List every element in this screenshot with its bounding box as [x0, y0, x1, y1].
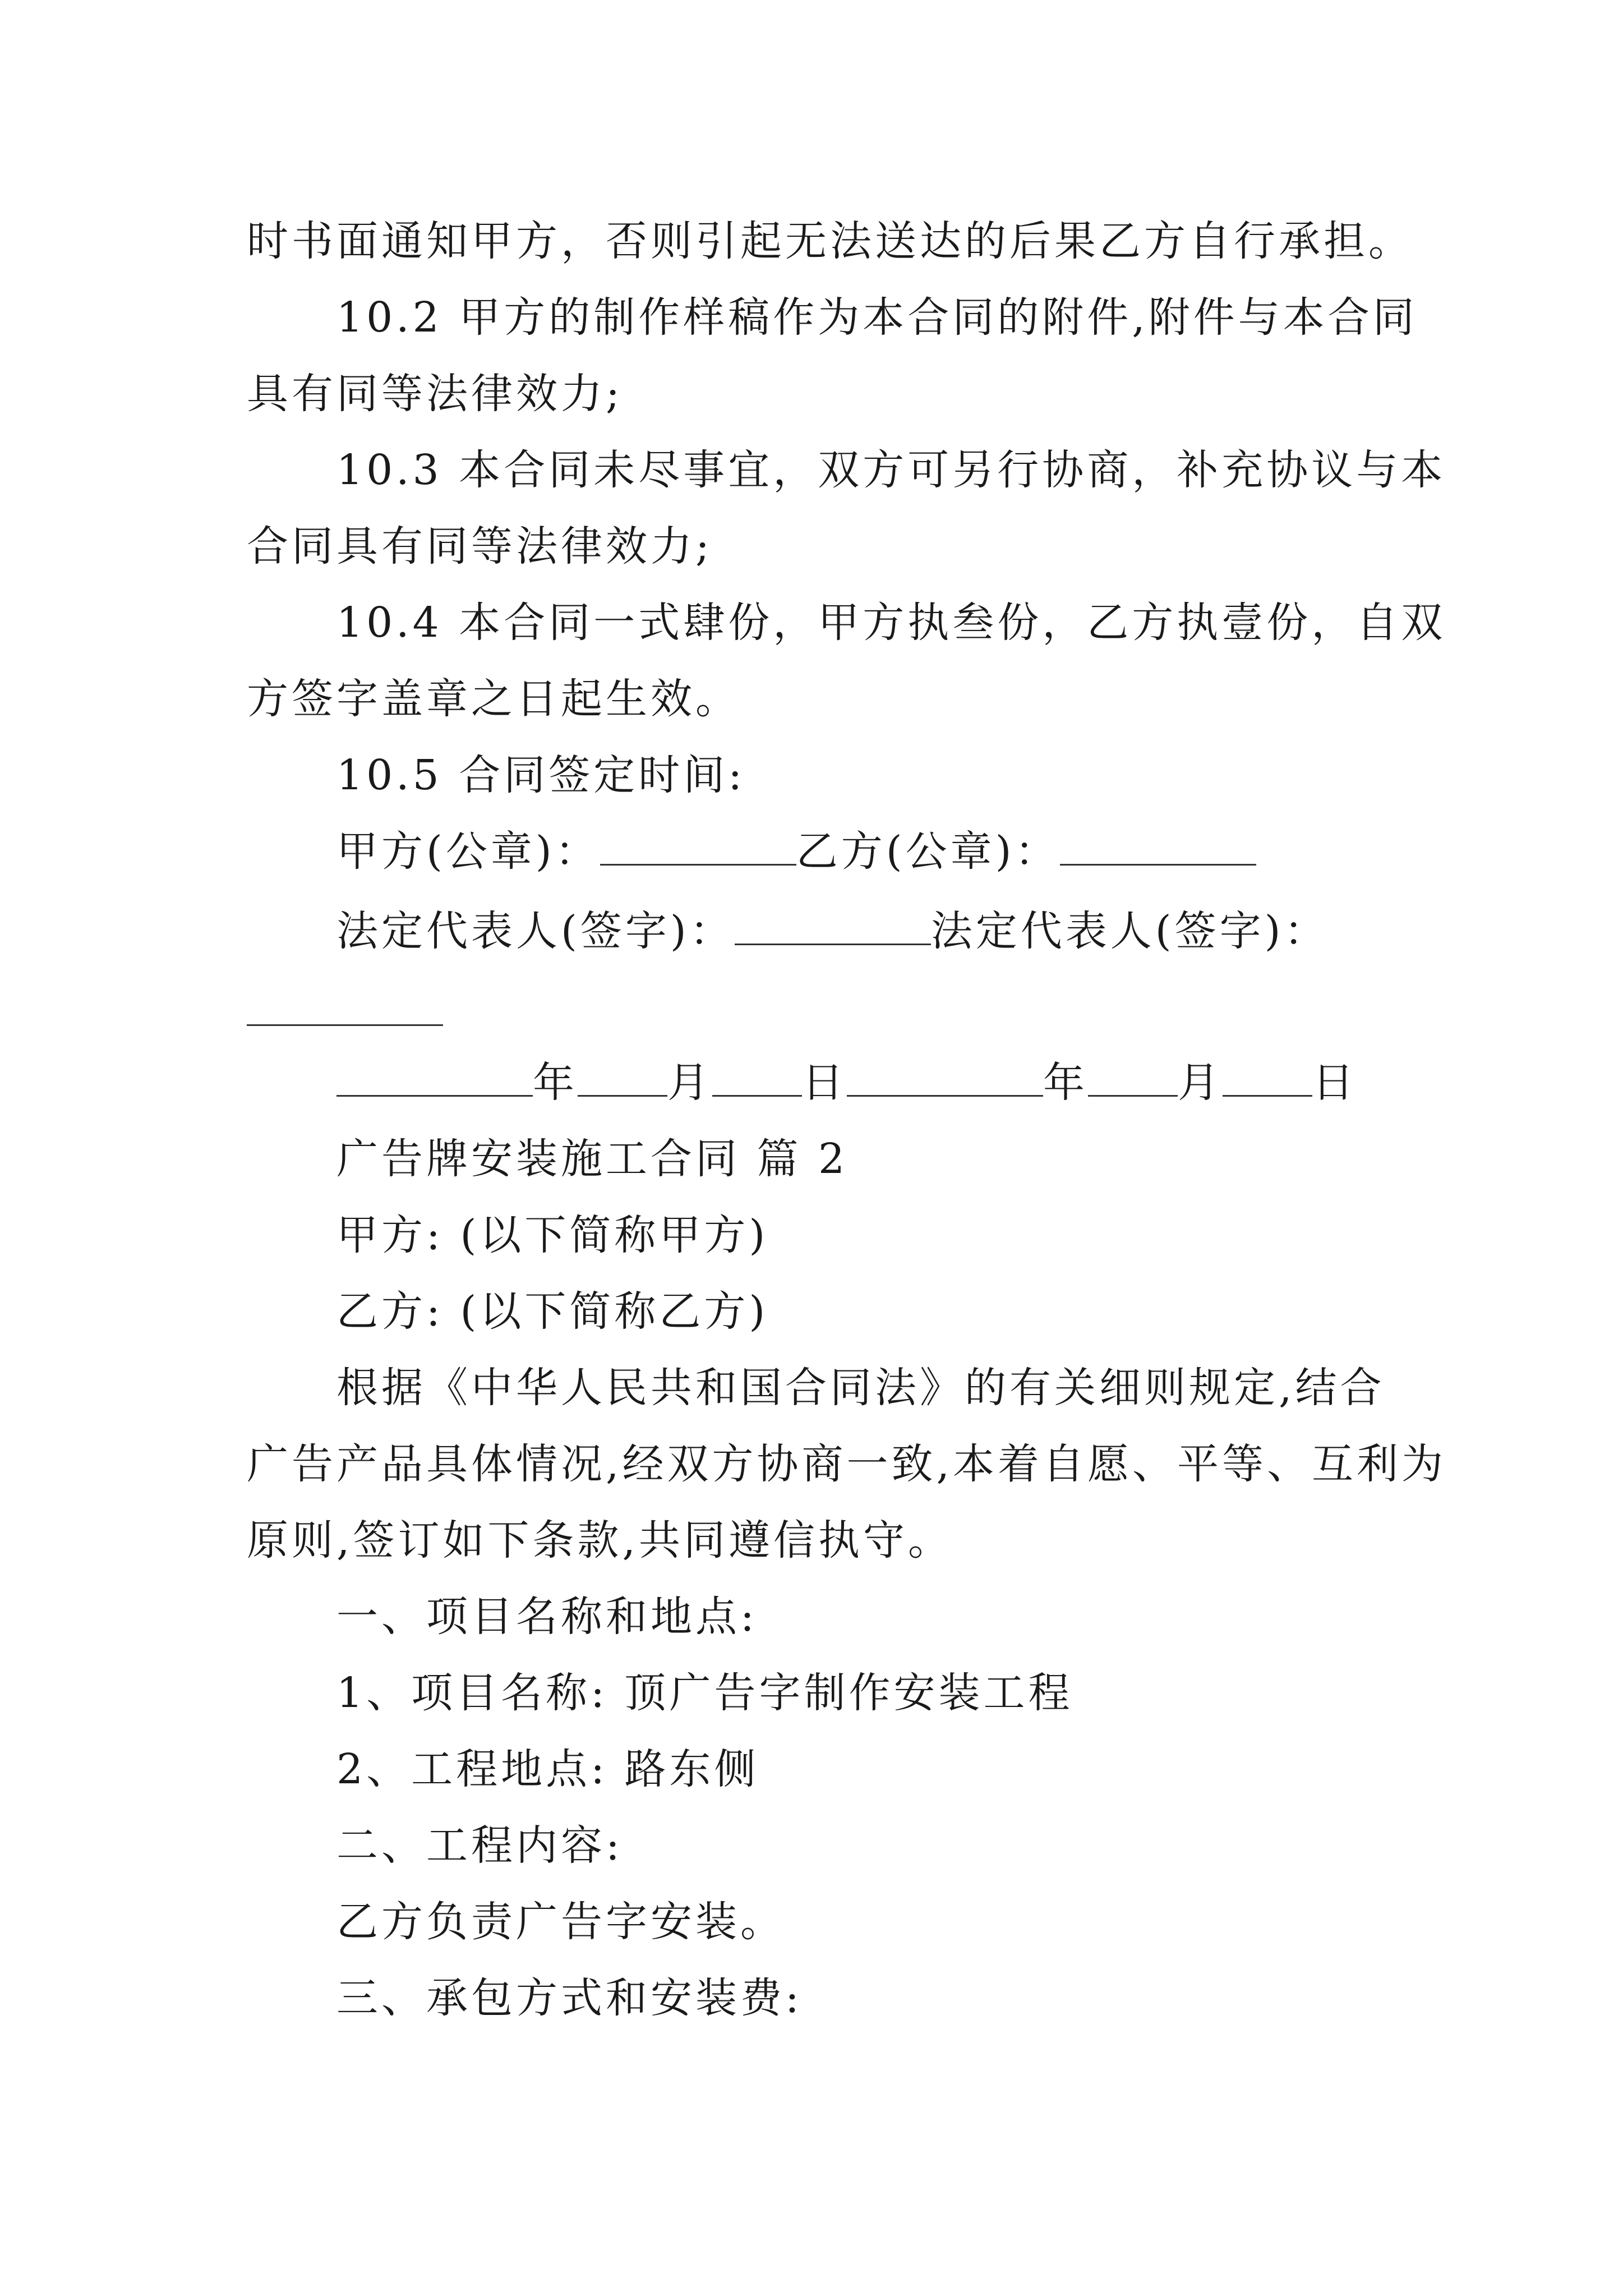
intro-line: 根据《中华人民共和国合同法》的有关细则规定,结合 — [336, 1364, 1385, 1412]
party-a-line: 甲方: (以下简称甲方) — [336, 1211, 769, 1259]
text-line: 合同具有同等法律效力; — [247, 522, 713, 570]
rep-b-blank — [247, 1024, 443, 1026]
day-label: 日 — [802, 1059, 847, 1107]
section-title: 广告牌安装施工合同 篇 2 — [336, 1135, 849, 1183]
seal-row — [336, 823, 1486, 880]
date-row — [336, 1055, 1486, 1111]
text-line: 具有同等法律效力; — [247, 370, 623, 418]
month-label: 月 — [1178, 1059, 1223, 1107]
year-label: 年 — [533, 1059, 578, 1107]
party-b-seal-label: 乙方(公章)： — [796, 827, 1060, 876]
day-blank — [712, 1055, 802, 1097]
month-label: 月 — [667, 1059, 712, 1107]
item-heading: 二、工程内容: — [336, 1821, 623, 1870]
year-blank — [336, 1055, 533, 1097]
month-blank — [1088, 1055, 1178, 1097]
item-heading: 三、承包方式和安装费: — [336, 1974, 803, 2022]
text-line: 时书面通知甲方，否则引起无法送达的后果乙方自行承担。 — [247, 217, 1413, 265]
rep-a-blank — [735, 903, 931, 945]
rep-a-label: 法定代表人(签字)： — [336, 907, 735, 955]
party-a-seal-label: 甲方(公章)： — [336, 827, 600, 876]
clause-10-2: 10.2 甲方的制作样稿作为本合同的附件,附件与本合同 — [336, 293, 1418, 342]
clause-10-5: 10.5 合同签定时间: — [336, 751, 746, 799]
year-blank — [847, 1055, 1043, 1097]
text-line: 方签字盖章之日起生效。 — [247, 675, 740, 723]
day-blank — [1223, 1055, 1312, 1097]
intro-line: 原则,签订如下条款,共同遵信执守。 — [247, 1516, 953, 1565]
intro-line: 广告产品具体情况,经双方协商一致,本着自愿、平等、互利为 — [247, 1440, 1447, 1488]
clause-10-3: 10.3 本合同未尽事宜，双方可另行协商，补充协议与本 — [336, 446, 1446, 494]
rep-row — [336, 903, 1486, 959]
item-heading: 一、项目名称和地点: — [336, 1593, 758, 1641]
item-line: 1、项目名称: 顶广告字制作安装工程 — [336, 1669, 1073, 1717]
clause-10-4: 10.4 本合同一式肆份，甲方执叁份，乙方执壹份，自双 — [336, 599, 1446, 647]
month-blank — [578, 1055, 667, 1097]
item-line: 2、工程地点: 路东侧 — [336, 1745, 759, 1793]
rep-b-label: 法定代表人(签字)： — [930, 907, 1329, 955]
party-a-seal-blank — [600, 823, 796, 866]
item-line: 乙方负责广告字安装。 — [336, 1898, 785, 1946]
year-label: 年 — [1043, 1059, 1088, 1107]
party-b-seal-blank — [1060, 823, 1256, 866]
party-b-line: 乙方: (以下简称乙方) — [336, 1287, 769, 1336]
day-label: 日 — [1312, 1059, 1357, 1107]
